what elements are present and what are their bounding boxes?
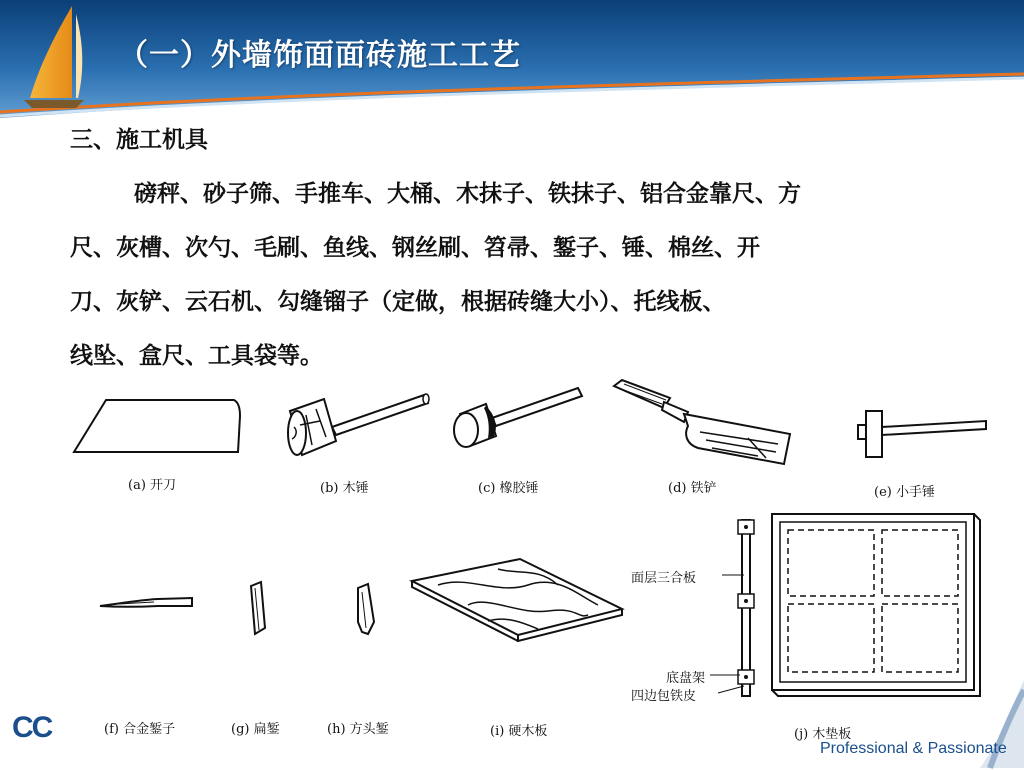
caption-e: (e) 小手锤 bbox=[874, 485, 935, 500]
tool-list-paragraph bbox=[70, 167, 970, 383]
caption-a: (a) 开刀 bbox=[128, 478, 177, 493]
putty-knife-drawing bbox=[72, 398, 242, 458]
caption-h: (h) 方头錾 bbox=[327, 722, 389, 737]
section-heading: 三、施工机具 bbox=[70, 127, 208, 153]
hardwood-board-drawing bbox=[408, 555, 628, 645]
paragraph-line: 磅秤、砂子筛、手推车、大桶、木抹子、铁抹子、铝合金靠尺、方 bbox=[134, 181, 801, 207]
label-iron-edge: 四边包铁皮 bbox=[631, 689, 697, 704]
caption-j: (j) 木垫板 bbox=[794, 727, 852, 742]
shovel-drawing bbox=[608, 378, 798, 468]
alloy-chisel-drawing bbox=[98, 594, 198, 614]
corner-swoosh bbox=[980, 680, 1024, 770]
slide-title: （一）外墙饰面面砖施工工艺 bbox=[118, 38, 521, 73]
paragraph-line: 尺、灰槽、次勺、毛刷、鱼线、钢丝刷、笤帚、錾子、锤、棉丝、开 bbox=[70, 235, 760, 261]
caption-g: (g) 扁錾 bbox=[231, 722, 280, 737]
paragraph-line: 刀、灰铲、云石机、勾缝镏子（定做，根据砖缝大小）、托线板、 bbox=[70, 289, 726, 315]
label-frame: 底盘架 bbox=[666, 671, 706, 686]
caption-i: (i) 硬木板 bbox=[490, 724, 548, 739]
caption-c: (c) 橡胶锤 bbox=[478, 481, 539, 496]
footer-slogan: Professional & Passionate bbox=[820, 740, 1007, 757]
caption-f: (f) 合金錾子 bbox=[104, 722, 176, 737]
caption-b: (b) 木锤 bbox=[320, 481, 369, 496]
caption-d: (d) 铁铲 bbox=[668, 481, 717, 496]
label-top-plywood: 面层三合板 bbox=[631, 571, 697, 586]
brand-logo: CC bbox=[12, 711, 52, 744]
paragraph-line: 线坠、盒尺、工具袋等。 bbox=[70, 343, 323, 369]
wooden-mallet-drawing bbox=[280, 385, 440, 465]
square-chisel-drawing bbox=[352, 582, 378, 638]
small-hammer-drawing bbox=[852, 405, 992, 465]
rubber-mallet-drawing bbox=[448, 382, 588, 452]
flat-chisel-drawing bbox=[245, 580, 269, 640]
